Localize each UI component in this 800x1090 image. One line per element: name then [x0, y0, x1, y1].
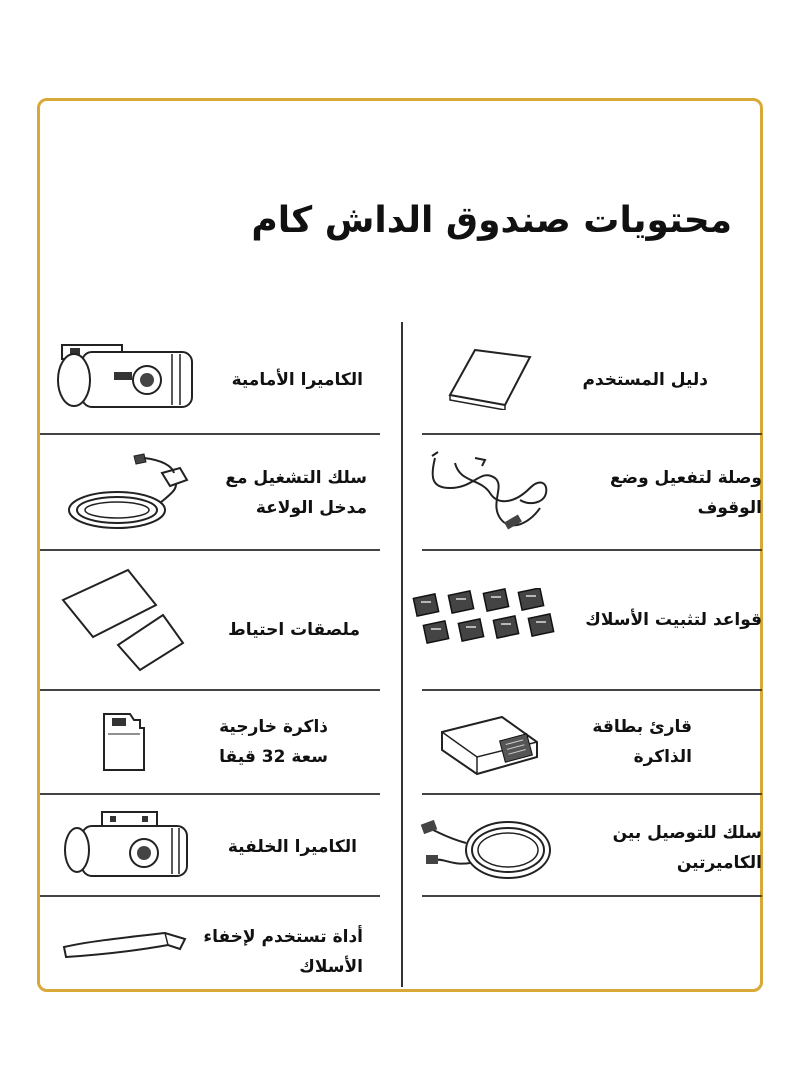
- car-charger-cable-icon: [62, 448, 197, 538]
- manual-icon: [445, 345, 535, 410]
- item-label: الكاميرا الأمامية: [231, 370, 363, 390]
- cable-clips-icon: [410, 588, 560, 653]
- item-label: وصلة لتفعيل وضع الوقوف: [610, 468, 762, 518]
- trim-tool-icon: [60, 925, 200, 970]
- row-divider: [40, 689, 380, 691]
- item-label: قارئ بطاقة الذاكرة: [592, 717, 692, 767]
- item-label: الكاميرا الخلفية: [227, 837, 357, 857]
- card-reader-icon: [432, 712, 547, 782]
- front-camera-icon: [52, 340, 202, 415]
- spare-stickers-icon: [58, 565, 188, 675]
- item-label: سلك للتوصيل بين الكاميرتين: [612, 823, 762, 873]
- item-label: ملصقات احتياط: [228, 620, 360, 640]
- row-divider: [40, 895, 380, 897]
- camera-link-cable-icon: [418, 808, 558, 893]
- row-divider: [40, 549, 380, 551]
- row-divider: [422, 549, 762, 551]
- row-divider: [422, 895, 762, 897]
- page-title: محتويات صندوق الداش كام: [251, 200, 732, 241]
- item-label: قواعد لتثبيت الأسلاك: [585, 610, 762, 630]
- parking-cable-icon: [420, 448, 555, 538]
- row-divider: [40, 793, 380, 795]
- row-divider: [422, 793, 762, 795]
- rear-camera-icon: [62, 808, 197, 883]
- row-divider: [422, 433, 762, 435]
- row-divider: [422, 689, 762, 691]
- row-divider: [40, 433, 380, 435]
- item-label: دليل المستخدم: [582, 370, 708, 390]
- item-label: ذاكرة خارجية سعة 32 قيقا: [219, 717, 328, 767]
- micro-sd-card-icon: [100, 710, 152, 775]
- column-divider: [401, 322, 403, 987]
- item-label: سلك التشغيل مع مدخل الولاعة: [225, 468, 367, 518]
- item-label: أداة تستخدم لإخفاء الأسلاك: [203, 927, 363, 977]
